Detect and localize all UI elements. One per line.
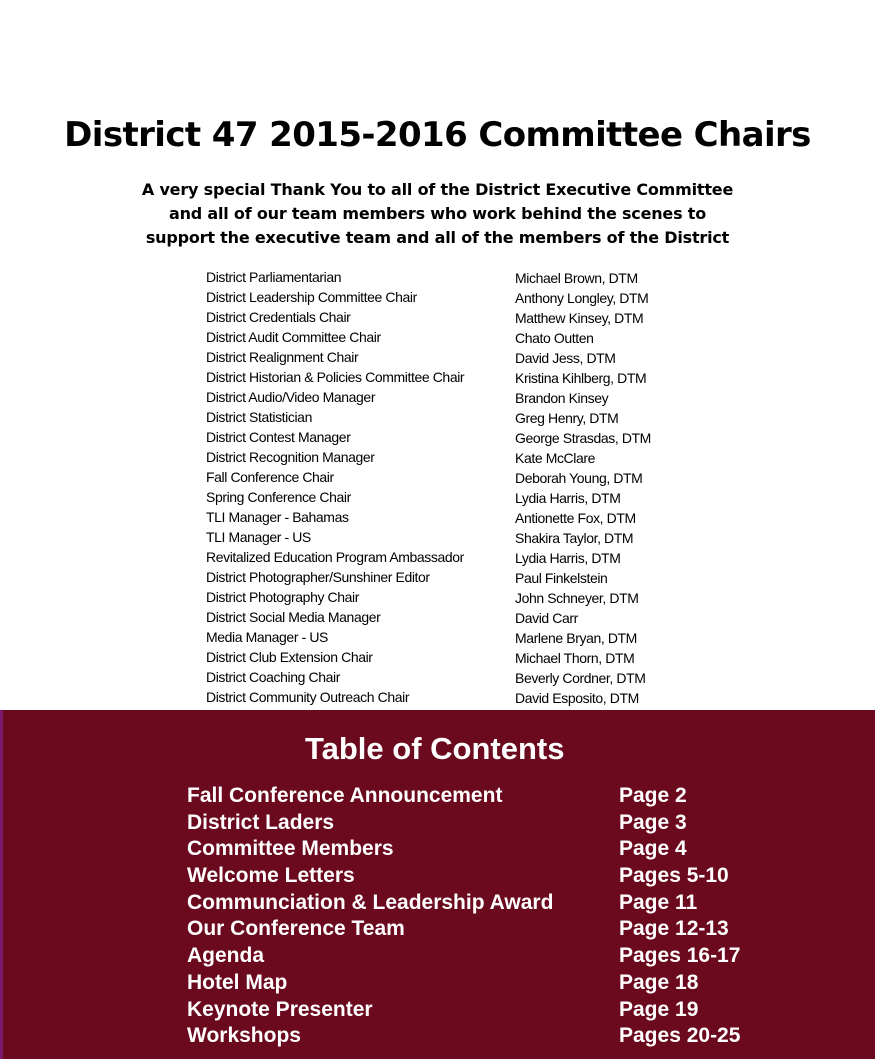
committee-chair-name: Michael Brown, DTM — [515, 270, 638, 286]
toc-entry-page: Pages 5-10 — [619, 864, 729, 888]
committee-chair-row — [206, 607, 806, 627]
committee-role: Media Manager - US — [206, 629, 328, 645]
toc-entry-title: Communciation & Leadership Award — [187, 890, 554, 914]
committee-chair-name: Brandon Kinsey — [515, 390, 609, 406]
committee-chair-name: Kate McClare — [515, 450, 596, 466]
committee-role: District Leadership Committee Chair — [206, 289, 417, 305]
committee-chair-row — [206, 287, 806, 307]
toc-entry — [187, 1022, 827, 1049]
committee-chair-name: David Carr — [515, 610, 578, 626]
committee-chair-name: Chato Outten — [515, 330, 594, 346]
toc-entry-page: Page 19 — [619, 997, 699, 1021]
committee-chair-name: Matthew Kinsey, DTM — [515, 310, 644, 326]
toc-entry-title: Workshops — [187, 1024, 301, 1048]
committee-chair-row — [206, 347, 806, 367]
committee-chair-row — [206, 447, 806, 467]
committee-chair-row — [206, 647, 806, 667]
toc-entry — [187, 889, 827, 916]
committee-chair-name: Anthony Longley, DTM — [515, 290, 649, 306]
committee-role: District Club Extension Chair — [206, 649, 373, 665]
committee-chair-row — [206, 367, 806, 387]
toc-entry-title: Fall Conference Announcement — [187, 784, 503, 807]
committee-role: Fall Conference Chair — [206, 469, 334, 485]
committee-role: District Historian & Policies Committee Chair — [206, 369, 465, 385]
committee-chair-name: David Esposito, DTM — [515, 690, 639, 706]
committee-chair-row — [206, 427, 806, 447]
committee-role: District Credentials Chair — [206, 309, 351, 325]
committee-chair-row — [206, 687, 806, 707]
toc-entry-title: Agenda — [187, 944, 265, 968]
committee-chair-row — [206, 547, 806, 567]
page-title: District 47 2015-2016 Committee Chairs — [64, 115, 811, 155]
committee-role: District Social Media Manager — [206, 609, 381, 625]
committee-chair-name: Greg Henry, DTM — [515, 410, 619, 426]
committee-chair-row — [206, 527, 806, 547]
committee-role: TLI Manager - US — [206, 529, 311, 545]
committee-role: District Photography Chair — [206, 589, 359, 605]
committee-chair-row — [206, 467, 806, 487]
thank-you-line: A very special Thank You to all of the District Executive Committee — [141, 180, 734, 199]
toc-entry-page: Page 12-13 — [619, 917, 729, 941]
toc-entry-title: Hotel Map — [187, 970, 288, 994]
toc-entry — [187, 942, 827, 969]
committee-chair-name: Beverly Cordner, DTM — [515, 670, 646, 686]
committee-chair-name: Lydia Harris, DTM — [515, 490, 621, 506]
committee-chair-name: Marlene Bryan, DTM — [515, 630, 637, 646]
committee-chair-row — [206, 327, 806, 347]
toc-title: Table of Contents — [305, 731, 565, 766]
committee-role: Spring Conference Chair — [206, 489, 351, 505]
toc-entry-title: Welcome Letters — [187, 864, 355, 888]
toc-entry — [187, 862, 827, 889]
committee-chair-row — [206, 567, 806, 587]
committee-role: District Coaching Chair — [206, 669, 340, 685]
committee-chair-row — [206, 387, 806, 407]
toc-entry-page: Page 4 — [619, 837, 687, 861]
committee-role: District Parliamentarian — [206, 269, 342, 285]
committee-chair-name: Michael Thorn, DTM — [515, 650, 635, 666]
toc-entry — [187, 835, 827, 862]
committee-chair-name: John Schneyer, DTM — [515, 590, 639, 606]
committee-role: District Community Outreach Chair — [206, 689, 410, 705]
committee-role: District Photographer/Sunshiner Editor — [206, 569, 430, 585]
committee-chair-row — [206, 407, 806, 427]
toc-entry-page: Page 2 — [619, 784, 687, 807]
table-of-contents — [0, 710, 875, 1059]
committee-chair-name: Kristina Kihlberg, DTM — [515, 370, 647, 386]
committee-chair-row — [206, 507, 806, 527]
toc-entry-page: Pages 16-17 — [619, 944, 741, 968]
committee-chair-row — [206, 587, 806, 607]
committee-chair-row — [206, 627, 806, 647]
committee-role: District Recognition Manager — [206, 449, 375, 465]
toc-entry-title: District Laders — [187, 810, 335, 834]
toc-entry — [187, 915, 827, 942]
toc-entry-page: Page 3 — [619, 810, 687, 834]
thank-you-line: support the executive team and all of the members of the District — [145, 228, 730, 247]
toc-list — [187, 782, 827, 1049]
toc-entry — [187, 996, 827, 1023]
committee-chair-name: Shakira Taylor, DTM — [515, 530, 634, 546]
toc-entry-title: Committee Members — [187, 837, 394, 861]
toc-entry-page: Page 11 — [619, 890, 698, 914]
committee-chair-row — [206, 667, 806, 687]
toc-entry — [187, 809, 827, 836]
committee-role: District Audit Committee Chair — [206, 329, 381, 345]
thank-you-line: and all of our team members who work behind the scenes to — [168, 204, 707, 223]
committee-role: District Audio/Video Manager — [206, 389, 376, 405]
committee-chair-row — [206, 267, 806, 287]
committee-chairs-list — [206, 267, 806, 707]
toc-entry-page: Pages 20-25 — [619, 1024, 741, 1048]
committee-chair-row — [206, 307, 806, 327]
committee-chair-name: George Strasdas, DTM — [515, 430, 651, 446]
committee-chair-name: David Jess, DTM — [515, 350, 616, 366]
committee-chair-row — [206, 487, 806, 507]
committee-chair-name: Deborah Young, DTM — [515, 470, 643, 486]
thank-you-message — [0, 178, 875, 250]
committee-chair-name: Lydia Harris, DTM — [515, 550, 621, 566]
committee-role: Revitalized Education Program Ambassador — [206, 549, 464, 565]
committee-role: District Statistician — [206, 409, 312, 425]
committee-role: District Realignment Chair — [206, 349, 359, 365]
toc-entry-title: Our Conference Team — [187, 917, 405, 941]
toc-entry — [187, 782, 827, 809]
committee-role: TLI Manager - Bahamas — [206, 509, 349, 525]
toc-entry — [187, 969, 827, 996]
committee-role: District Contest Manager — [206, 429, 351, 445]
toc-entry-title: Keynote Presenter — [187, 997, 373, 1021]
committee-chair-name: Antionette Fox, DTM — [515, 510, 636, 526]
toc-entry-page: Page 18 — [619, 970, 699, 994]
committee-chair-name: Paul Finkelstein — [515, 570, 608, 586]
